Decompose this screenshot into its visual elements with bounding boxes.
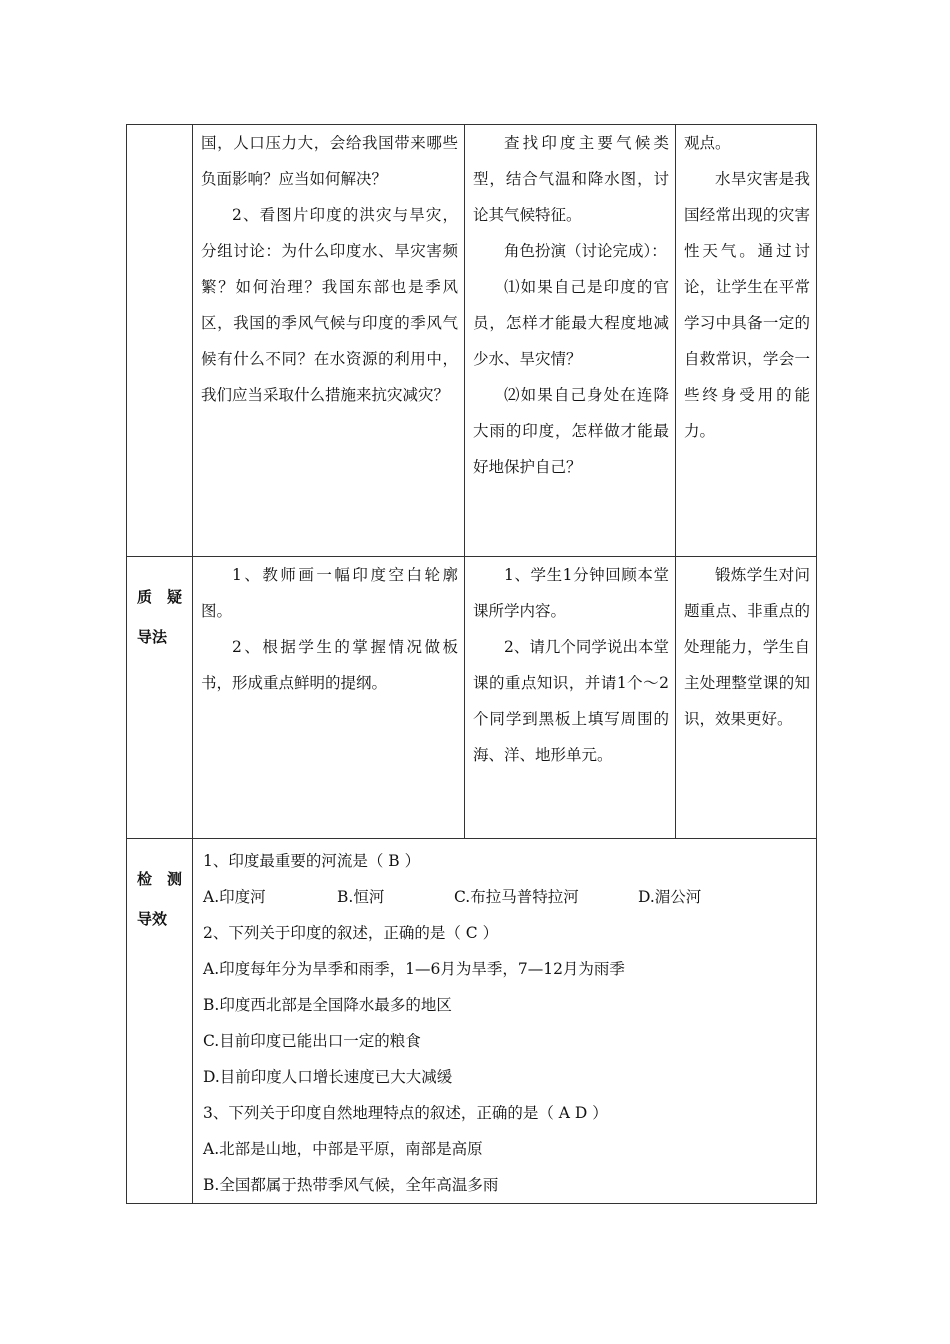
row-label-cell	[127, 557, 193, 839]
quiz-option: A.印度每年分为旱季和雨季，1—6月为旱季，7—12月为雨季	[203, 960, 625, 978]
row-label: 导法	[137, 628, 168, 646]
quiz-cell	[193, 839, 817, 1204]
teacher-text: 国，人口压力大，会给我国带来哪些负面影响？应当如何解决？	[201, 134, 458, 188]
design-intent-cell	[676, 125, 817, 557]
student-text: 查找印度主要气候类型，结合气温和降水图，讨论其气候特征。	[473, 134, 669, 224]
quiz-question: 2、下列关于印度的叙述，正确的是（ C ）	[203, 924, 499, 942]
quiz-option: B.全国都属于热带季风气候，全年高温多雨	[203, 1176, 499, 1194]
row-label: 导效	[137, 910, 168, 928]
quiz-option: C.布拉马普特拉河	[454, 888, 579, 906]
quiz-option: D.湄公河	[638, 888, 702, 906]
quiz-options	[203, 879, 808, 915]
design-intent-cell	[676, 557, 817, 839]
row-label-cell	[127, 125, 193, 557]
student-text: 1、学生1分钟回顾本堂课所学内容。	[473, 566, 669, 620]
row-label: 检 测	[137, 870, 183, 888]
student-text: 2、请几个同学说出本堂课的重点知识，并请1个～2个同学到黑板上填写周围的海、洋、地形单元。	[473, 638, 669, 764]
quiz-option: B.恒河	[337, 888, 385, 906]
table-row	[127, 557, 817, 839]
teacher-text: 1、教师画一幅印度空白轮廓图。	[201, 566, 458, 620]
table-row	[127, 839, 817, 1204]
quiz-option: A.印度河	[203, 888, 266, 906]
quiz-question: 3、下列关于印度自然地理特点的叙述，正确的是（ A D ）	[203, 1104, 608, 1122]
teacher-text: 2、看图片印度的洪灾与旱灾，分组讨论：为什么印度水、旱灾害频繁？如何治理？我国东部也是季风区，我国的季风气候与印度的季风气候有什么不同？在水资源的利用中，我们应当采取什么措施来抗灾减灾？	[201, 206, 458, 404]
teacher-text: 2、根据学生的掌握情况做板书，形成重点鲜明的提纲。	[201, 638, 458, 692]
teacher-activity-cell	[193, 125, 465, 557]
table-row	[127, 125, 817, 557]
quiz-option: C.目前印度已能出口一定的粮食	[203, 1032, 421, 1050]
student-text: ⑵如果自己身处在连降大雨的印度，怎样做才能最好地保护自己？	[473, 386, 669, 476]
student-activity-cell	[465, 557, 676, 839]
student-text: ⑴如果自己是印度的官员，怎样才能最大程度地减少水、旱灾情？	[473, 278, 669, 368]
student-activity-cell	[465, 125, 676, 557]
intent-text: 水旱灾害是我国经常出现的灾害性天气。通过讨论，让学生在平常学习中具备一定的自救常识，学会一些终身受用的能力。	[684, 170, 810, 440]
intent-text: 观点。	[684, 134, 731, 152]
quiz-option: D.目前印度人口增长速度已大大减缓	[203, 1068, 453, 1086]
intent-text: 锻炼学生对问题重点、非重点的处理能力，学生自主处理整堂课的知识，效果更好。	[684, 566, 810, 728]
lesson-plan-table	[126, 124, 817, 1204]
row-label: 质 疑	[137, 588, 183, 606]
row-label-cell	[127, 839, 193, 1204]
quiz-question: 1、印度最重要的河流是（ B ）	[203, 852, 421, 870]
quiz-option: A.北部是山地，中部是平原，南部是高原	[203, 1140, 483, 1158]
teacher-activity-cell	[193, 557, 465, 839]
student-text: 角色扮演（讨论完成）：	[504, 242, 667, 260]
quiz-option: B.印度西北部是全国降水最多的地区	[203, 996, 452, 1014]
